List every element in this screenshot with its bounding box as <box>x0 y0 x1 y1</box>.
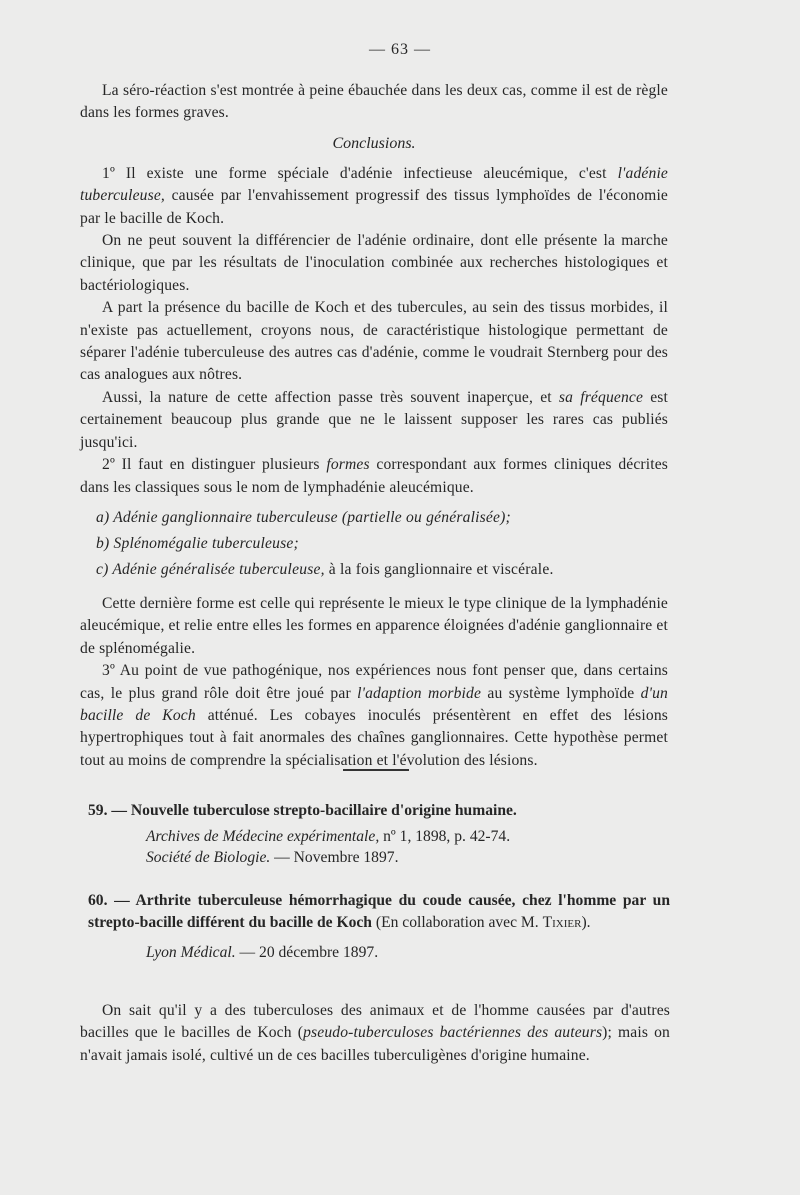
entry-59-ref-1 <box>88 826 670 847</box>
conclusion-5-paragraph <box>80 454 668 499</box>
closing-text <box>80 1000 670 1067</box>
list-item-emphasis: b) Splénomégalie tuberculeuse; <box>96 534 299 552</box>
entry-59 <box>88 800 670 868</box>
conclusion-7-emphasis: l'adaption morbide <box>357 684 482 702</box>
conclusion-4-paragraph <box>80 387 668 454</box>
list-item <box>80 557 668 583</box>
closing-paragraph <box>80 1000 670 1067</box>
list-item-emphasis: a) Adénie ganglionnaire tuberculeuse (partielle ou généralisée); <box>96 508 511 526</box>
conclusion-2-paragraph: On ne peut souvent la différencier de l'adénie ordinaire, dont elle présente la marche clinique, que par les résultats de l'inoculation combinée aux recherches histologiques et bactériologiques. <box>80 232 668 294</box>
entry-60-collab: (En collaboration avec M. <box>371 914 543 931</box>
entry-60 <box>88 890 670 963</box>
conclusion-3-paragraph: A part la présence du bacille de Koch et des tubercules, au sein des tissus morbides, il n'existe pas actuellement, croyons nous, de caractéristique histologique permettant de séparer l'adénie tuberculeuse des autres cas d'adénie, comme le voudrait Sternberg pour des cas analogues aux nôtres. <box>80 299 668 384</box>
conclusion-5-lead: 2º Il faut en distinguer plusieurs <box>102 456 327 474</box>
list-item-rest: à la fois ganglionnaire et viscérale. <box>324 560 554 578</box>
main-text <box>80 80 668 772</box>
entry-59-number: 59. <box>88 802 108 819</box>
conclusion-7-mid: au système lymphoïde <box>481 684 641 702</box>
entry-60-number: 60. <box>88 892 108 909</box>
entry-59-ref-1-detail: nº 1, 1898, p. 42-74. <box>379 828 511 845</box>
entry-60-collab-end: ). <box>581 914 591 931</box>
conclusion-7-rest: atténué. Les cobayes inoculés présentèrent en effet des lésions hypertrophiques tout à fait anormales des chaînes ganglionnaires. Cette hypothèse permet tout au moins de comprendre la spécialisation et l'évolution des lésions. <box>80 706 668 769</box>
closing-emphasis: pseudo-tuberculoses bactériennes des auteurs <box>303 1024 603 1042</box>
conclusion-7-lead: 3º Au point de vue pathogénique, nos expériences nous font penser que, dans certains cas, le plus grand rôle doit être joué par <box>80 662 668 702</box>
intro-paragraph: La séro-réaction s'est montrée à peine ébauchée dans les deux cas, comme il est de règle dans les formes graves. <box>80 82 668 122</box>
entry-59-society: Société de Biologie. <box>146 849 271 866</box>
forms-list <box>80 505 668 583</box>
entry-60-title <box>88 890 670 934</box>
entry-59-title <box>88 800 670 822</box>
conclusion-7-paragraph <box>80 660 668 772</box>
entry-59-ref-2 <box>88 847 670 868</box>
page-number: — 63 — <box>369 41 431 58</box>
entry-60-journal: Lyon Médical. <box>146 944 236 961</box>
list-item-emphasis: c) Adénie généralisée tuberculeuse, <box>96 560 325 578</box>
conclusion-5-rest: correspondant aux formes cliniques décrites dans les classiques sous le nom de lymphadénie aleucémique. <box>80 456 669 496</box>
conclusion-7-emphasis-2: d'un bacille de Koch <box>80 684 668 724</box>
entry-59-title-text: — Nouvelle tuberculose strepto-bacillaire d'origine humaine. <box>107 802 517 819</box>
conclusion-5-emphasis: formes <box>326 456 370 474</box>
entry-60-title-text: — Arthrite tuberculeuse hémorrhagique du coude causée, chez l'homme par un strepto-bacille différent du bacille de Koch <box>88 892 670 931</box>
entry-60-collab-name: Tixier <box>542 914 582 931</box>
list-item <box>80 505 668 531</box>
conclusion-1-paragraph <box>80 163 668 230</box>
closing-lead: On sait qu'il y a des tuberculoses des animaux et de l'homme causées par d'autres bacilles que le bacilles de Koch ( <box>80 1002 670 1042</box>
conclusion-6-paragraph: Cette dernière forme est celle qui représente le mieux le type clinique de la lymphadénie aleucémique, et relie entre elles les formes en apparence éloignées d'adénie ganglionnaire et de splénomégalie. <box>80 594 668 657</box>
conclusion-4-emphasis: sa fréquence <box>558 388 644 406</box>
list-item <box>80 531 668 557</box>
conclusion-4-lead: Aussi, la nature de cette affection passe très souvent inaperçue, et <box>102 388 559 406</box>
entry-59-journal: Archives de Médecine expérimentale, <box>146 828 380 845</box>
conclusions-heading: Conclusions. <box>332 134 416 152</box>
entry-59-ref-2-detail: — Novembre 1897. <box>270 849 399 866</box>
entry-60-ref-detail: — 20 décembre 1897. <box>235 944 379 961</box>
closing-rest: ); mais on n'avait jamais isolé, cultivé un de ces bacilles tuberculigènes d'origine humaine. <box>80 1024 670 1064</box>
conclusion-1-rest: causée par l'envahissement progressif des tissus lymphoïdes de l'économie par le bacille de Koch. <box>80 187 668 227</box>
conclusion-4-rest: est certainement beaucoup plus grande que ne le laissent supposer les rares cas publiés jusqu'ici. <box>80 388 668 451</box>
entry-60-ref <box>88 942 670 963</box>
conclusion-1-emphasis: l'adénie tuberculeuse, <box>80 164 668 205</box>
section-divider <box>343 769 409 771</box>
conclusion-1-lead: 1º Il existe une forme spéciale d'adénie infectieuse aleucémique, c'est <box>102 164 618 182</box>
